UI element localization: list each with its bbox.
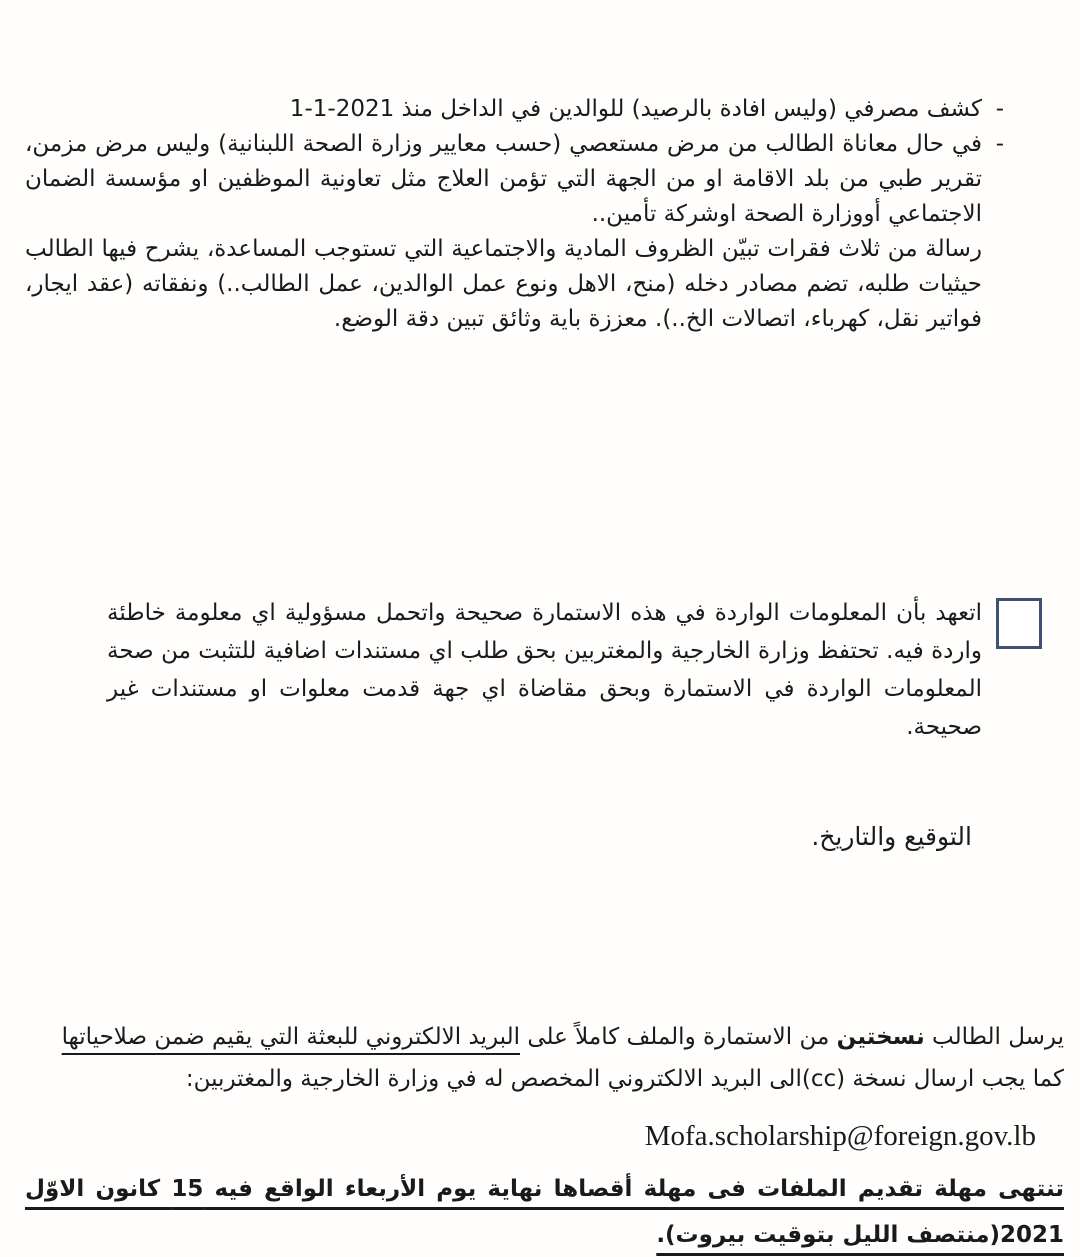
submission-line2: كما يجب ارسال نسخة (cc)الى البريد الالكتروني المخصص له في وزارة الخارجية والمغتربين: <box>185 1066 1064 1092</box>
submission-bold-word: نسختين <box>836 1024 925 1050</box>
signature-label: التوقيع والتاريخ. <box>811 822 972 851</box>
bullet-item-medical-report <box>25 127 1004 232</box>
assistance-letter-paragraph: رسالة من ثلاث فقرات تبيّن الظروف المادية والاجتماعية التي تستوجب المساعدة، يشرح فيها الطالب حيثيات طلبه، تضم مصادر دخله (منح، الاهل ونوع عمل الوالدين، عمل الطالب..) ونفقاته (عقد ايجار، فواتير نقل، كهرباء، اتصالات الخ..). معززة باية وثائق تبين دقة الوضع. <box>25 236 982 332</box>
submission-underlined-phrase: البريد الالكتروني للبعثة التي يقيم ضمن صلاحياتها <box>61 1024 521 1050</box>
pledge-checkbox[interactable] <box>996 598 1042 649</box>
submission-instructions <box>25 1016 1064 1100</box>
submission-text-part1: يرسل الطالب <box>924 1024 1064 1050</box>
bullet-dash: - <box>995 96 1004 122</box>
bullet-dash: - <box>995 131 1004 157</box>
bullet-item-bank-statement <box>25 92 1004 127</box>
bullet-text-bank-statement: كشف مصرفي (وليس افادة بالرصيد) للوالدين في الداخل منذ 2021-1-1 <box>289 96 982 122</box>
email-address: Mofa.scholarship@foreign.gov.lb <box>644 1120 1036 1152</box>
deadline-notice: تنتهى مهلة تقديم الملفات فى مهلة أقصاها نهاية يوم الأربعاء الواقع فيه 15 كانون الاوّل 2021(منتصف الليل بتوقيت بيروت). <box>25 1176 1064 1248</box>
requirements-section <box>25 92 1004 337</box>
submission-line1 <box>25 1016 1064 1058</box>
submission-text-part2: من الاستمارة والملف كاملاً على <box>520 1024 837 1050</box>
bullet-text-medical-report: في حال معاناة الطالب من مرض مستعصي (حسب معايير وزارة الصحة اللبنانية) وليس مرض مزمن، تقرير طبي من بلد الاقامة او من الجهة التي تؤمن العلاج مثل تعاونية الموظفين او مؤسسة الضمان الاجتماعي أووزارة الصحة اوشركة تأمين.. <box>25 131 982 227</box>
pledge-paragraph: اتعهد بأن المعلومات الواردة في هذه الاستمارة صحيحة واتحمل مسؤولية اي معلومة خاطئة واردة فيه. تحتفظ وزارة الخارجية والمغتربين بحق طلب اي مستندات اضافية للتثبت من صحة المعلومات الواردة في الاستمارة وبحق مقاضاة اي جهة قدمت معلوات او مستندات غير صحيحة. <box>107 600 982 740</box>
